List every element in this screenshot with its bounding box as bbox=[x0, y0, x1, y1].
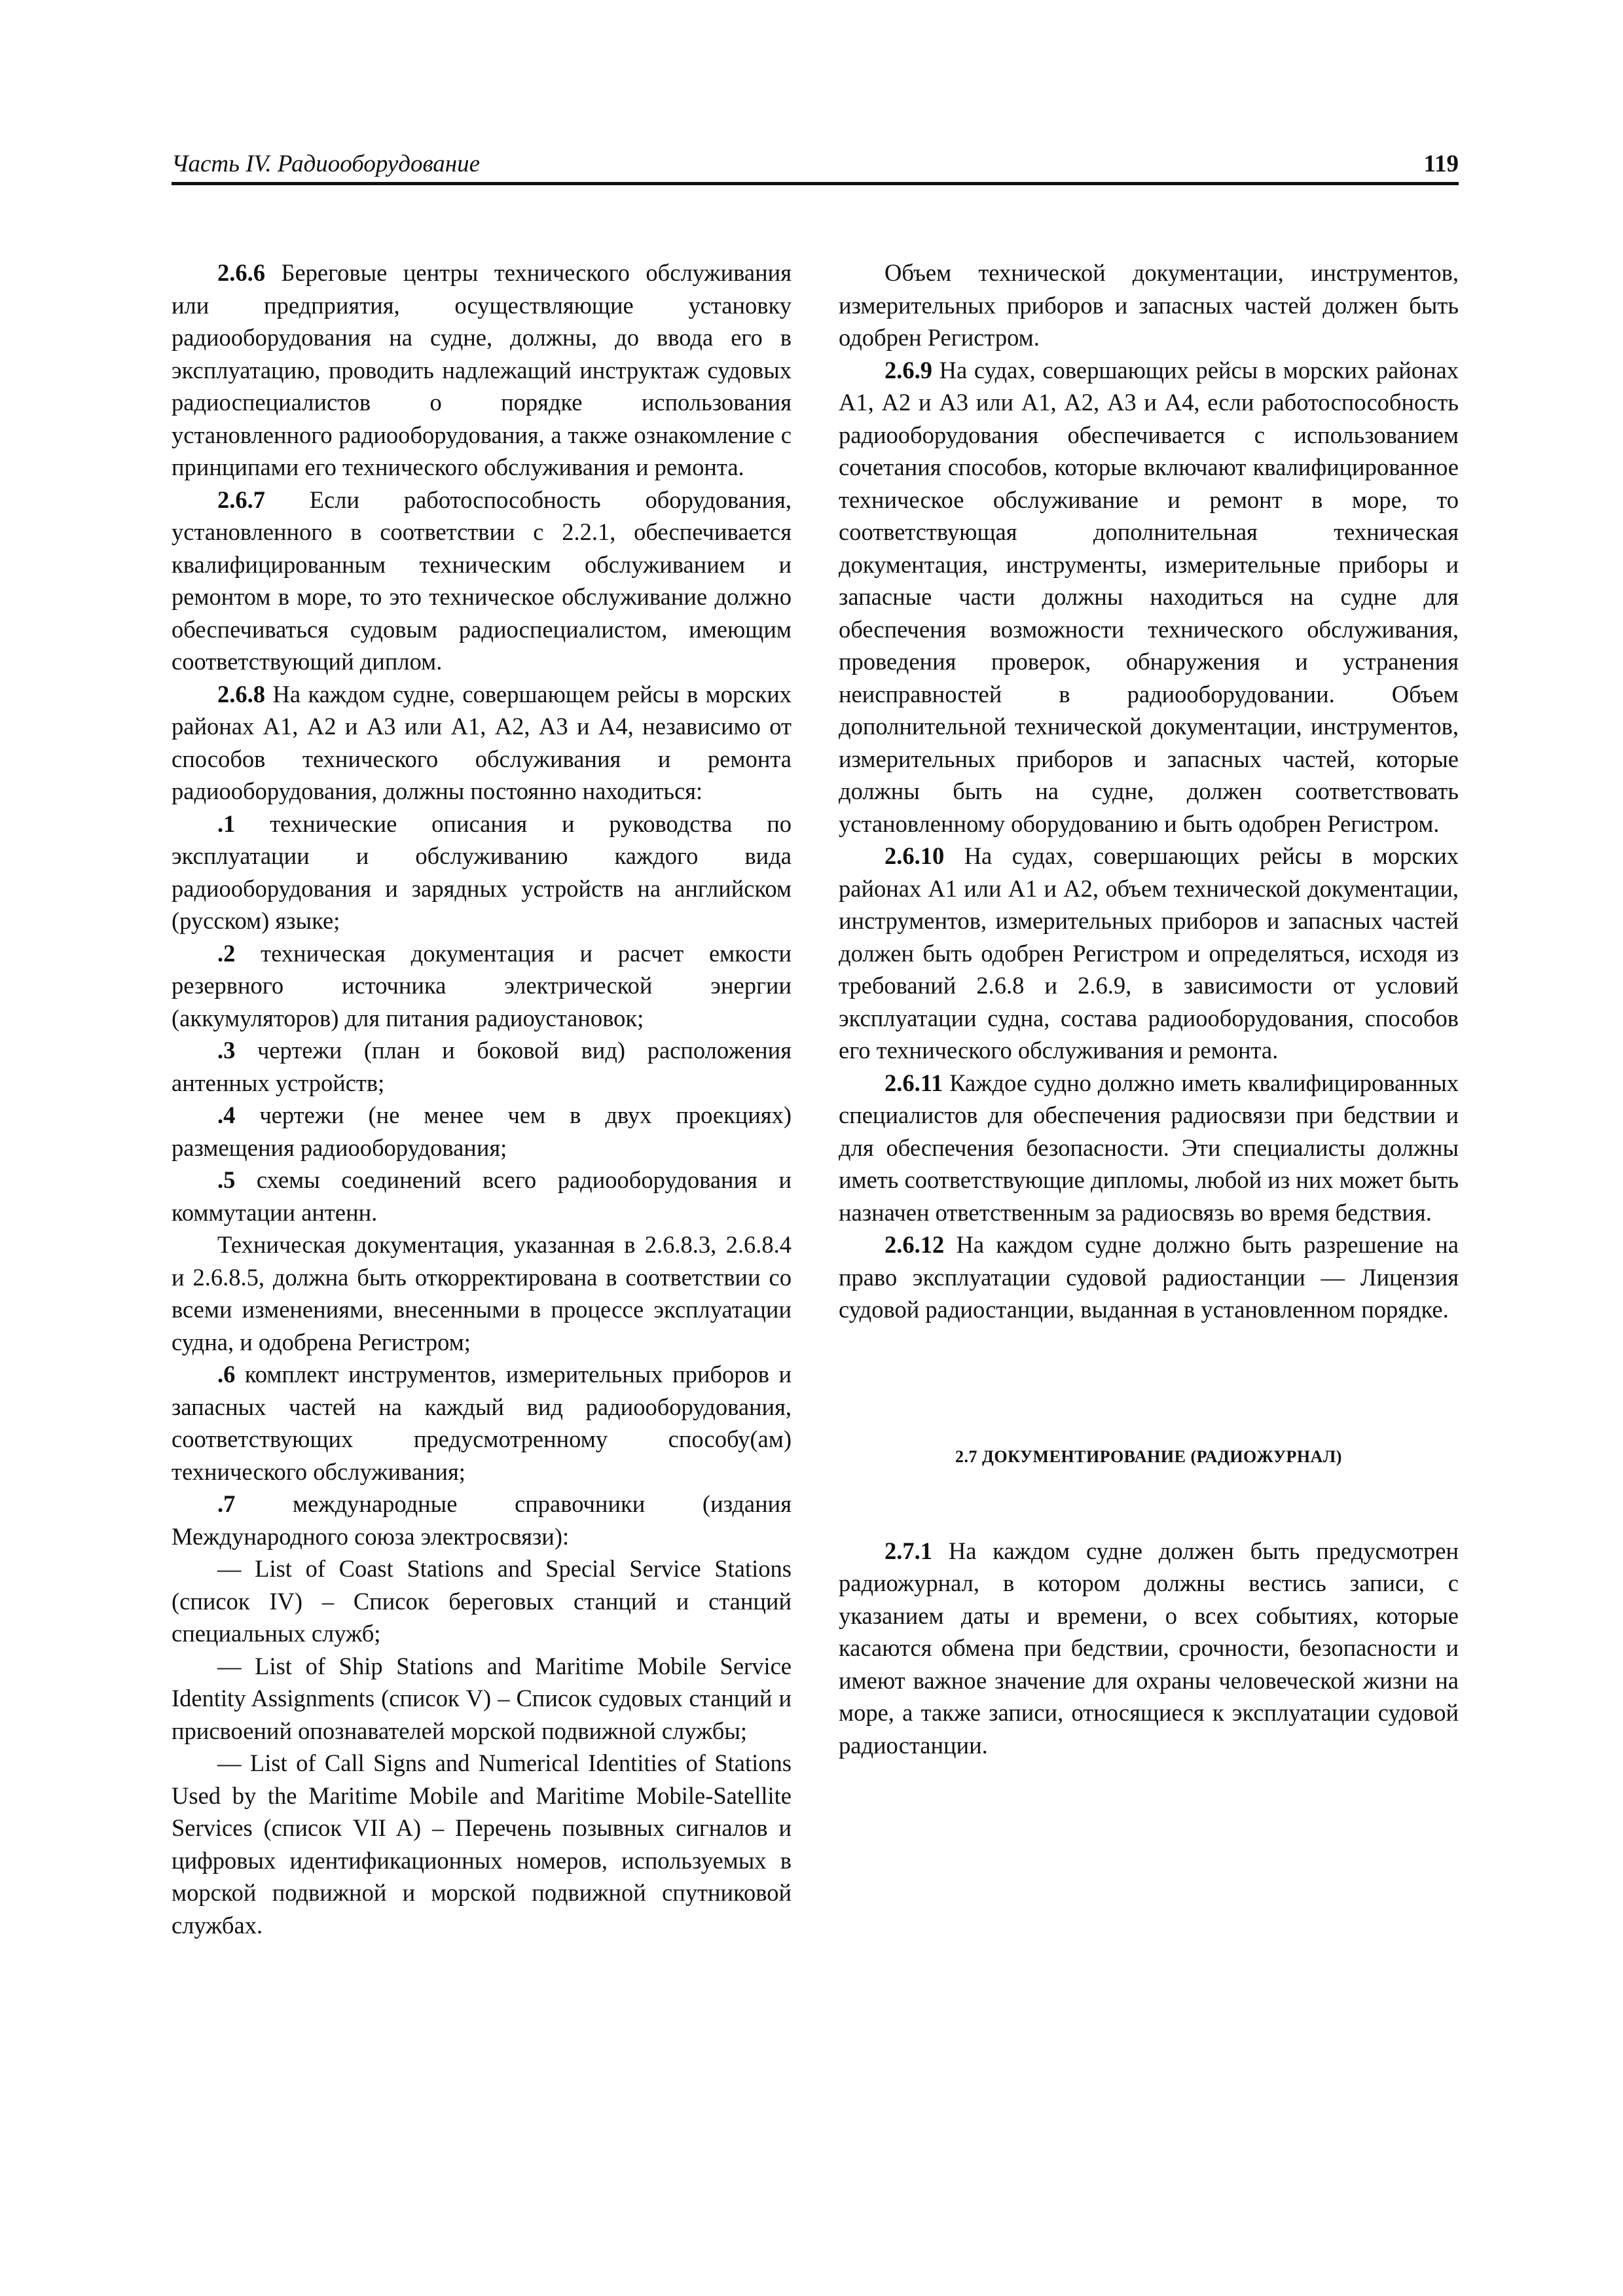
paragraph-scope-approval: Объем технической документации, инструментов, измерительных приборов и запасных частей должен быть одобрен Регистром. bbox=[839, 259, 1459, 351]
running-header-title: Часть IV. Радиооборудование bbox=[172, 151, 481, 177]
paragraph-2-6-12: 2.6.12 На каждом судне должно быть разрешение на право эксплуатации судовой радиостанции — Лицензия судовой радиостанции, выданная в установленном порядке. bbox=[839, 1231, 1459, 1323]
section-title: 2.7 ДОКУМЕНТИРОВАНИЕ (РАДИОЖУРНАЛ) bbox=[955, 1446, 1342, 1466]
list-item-5: .5 схемы соединений всего радиооборудования и коммутации антенн. bbox=[172, 1166, 792, 1226]
list-item-2: .2 техническая документация и расчет емкости резервного источника электрической энергии (аккумуляторов) для питания радиоустановок; bbox=[172, 939, 792, 1031]
paragraph-2-6-9: 2.6.9 На судах, совершающих рейсы в морских районах А1, А2 и А3 или А1, А2, А3 и А4, если работоспособность радиооборудования обеспечивается с использованием сочетания способов, которые включают квалифицированное техническое обслуживание и ремонт в море, то соответствующая дополнительная техническая документация, инструменты, измерительные приборы и запасные части должны находиться на судне для обеспечения возможности технического обслуживания, проведения проверок, обнаружения и устранения неисправностей в радиооборудовании. Объем дополнительной технической документации, инструментов, измерительных приборов и запасных частей, которые должны быть на судне, должен соответствовать установленному оборудованию и быть одобрен Регистром. bbox=[839, 356, 1459, 837]
documentation-note: Техническая документация, указанная в 2.6.8.3, 2.6.8.4 и 2.6.8.5, должна быть откорректирована в соответствии со всеми изменениями, внесенными в процессе эксплуатации судна, и одобрена Регистром; bbox=[172, 1231, 792, 1355]
page-number: 119 bbox=[1423, 151, 1459, 177]
dash-item-ship-stations: — List of Ship Stations and Maritime Mobile Service Identity Assignments (список V) – Список судовых станций и присвоений опознавателей морской подвижной службы; bbox=[172, 1652, 792, 1744]
paragraph-2-6-10: 2.6.10 На судах, совершающих рейсы в морских районах А1 или А1 и А2, объем технической документации, инструментов, измерительных приборов и запасных частей должен быть одобрен Регистром и определяться, исходя из требований 2.6.8 и 2.6.9, в зависимости от условий эксплуатации судна, состава радиооборудования, способов его технического обслуживания и ремонта. bbox=[839, 842, 1459, 1064]
dash-item-coast-stations: — List of Coast Stations and Special Service Stations (список IV) – Список береговых станций и станций специальных служб; bbox=[172, 1555, 792, 1647]
page-header bbox=[172, 143, 1459, 185]
right-column bbox=[839, 257, 1459, 1761]
paragraph-2-6-7: 2.6.7 Если работоспособность оборудования, установленного в соответствии с 2.2.1, обеспечивается квалифицированным техническим обслуживанием и ремонтом в море, то это техническое обслуживание должно обеспечиваться судовым радиоспециалистом, имеющим соответствующий диплом. bbox=[172, 486, 792, 675]
dash-item-call-signs: — List of Call Signs and Numerical Identities of Stations Used by the Maritime Mobile and Maritime Mobile-Satellite Services (список VII A) – Перечень позывных сигналов и цифровых идентификационных номеров, используемых в морской подвижной и морской подвижной спутниковой службах. bbox=[172, 1749, 792, 1939]
paragraph-2-7-1: 2.7.1 На каждом судне должен быть предусмотрен радиожурнал, в котором должны вестись записи, с указанием даты и времени, о всех событиях, которые касаются обмена при бедствии, срочности, безопасности и имеют важное значение для охраны человеческой жизни на море, а также записи, относящиеся к эксплуатации судовой радиостанции. bbox=[839, 1537, 1459, 1759]
paragraph-2-6-8: 2.6.8 На каждом судне, совершающем рейсы в морских районах А1, А2 и А3 или А1, А2, А3 и А4, независимо от способов технического обслуживания и ремонта радиооборудования, должны постоянно находиться: bbox=[172, 680, 792, 804]
list-item-3: .3 чертежи (план и боковой вид) расположения антенных устройств; bbox=[172, 1037, 792, 1096]
list-item-1: .1 технические описания и руководства по эксплуатации и обслуживанию каждого вида радиооборудования и зарядных устройств на английском (русском) языке; bbox=[172, 810, 792, 934]
paragraph-2-6-11: 2.6.11 Каждое судно должно иметь квалифицированных специалистов для обеспечения радиосвязи при бедствии и для обеспечения безопасности. Эти специалисты должны иметь соответствующие дипломы, любой из них может быть назначен ответственным за радиосвязь во время бедствия. bbox=[839, 1069, 1459, 1226]
list-item-4: .4 чертежи (не менее чем в двух проекциях) размещения радиооборудования; bbox=[172, 1102, 792, 1161]
paragraph-2-6-6: 2.6.6 Береговые центры технического обслуживания или предприятия, осуществляющие установку радиооборудования на судне, должны, до ввода его в эксплуатацию, проводить надлежащий инструктаж судовых радиоспециалистов о порядке использования установленного радиооборудования, а также ознакомление с принципами его технического обслуживания и ремонта. bbox=[172, 259, 792, 480]
left-column bbox=[172, 257, 792, 1941]
list-item-6: .6 комплект инструментов, измерительных приборов и запасных частей на каждый вид радиооборудования, соответствующих предусмотренному способу(ам) технического обслуживания; bbox=[172, 1361, 792, 1485]
list-item-7: .7 международные справочники (издания Международного союза электросвязи): bbox=[172, 1490, 792, 1550]
